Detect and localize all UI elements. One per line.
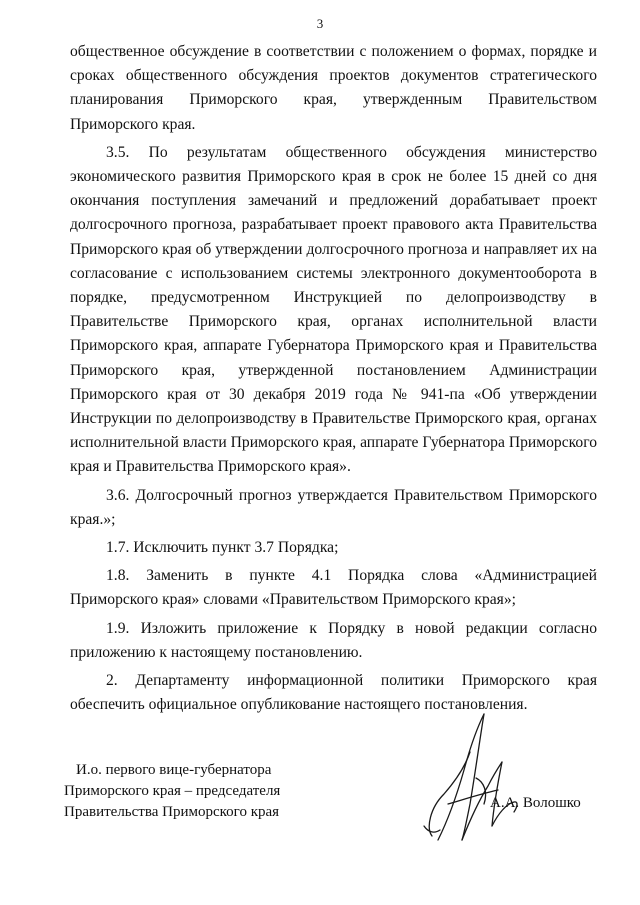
signatory-position-line: И.о. первого вице-губернатора — [76, 762, 272, 778]
paragraph-3-5: 3.5. По результатам общественного обсуждения министерство экономического развития Приморского края в срок не более 15 дней со дня окончания поступления замечаний и предложений дорабатывает проект долгосрочного прогноза, разрабатывает проект правового акта Правительства Приморского края об утверждении долгосрочного прогноза и направляет их на согласование с использованием системы электронного документооборота в порядке, предусмотренном Инструкцией по делопроизводству в Правительстве Приморского края, органах исполнительной власти Приморского края, аппарате Губернатора Приморского края и Правительства Приморского края, утвержденной постановлением Администрации Приморского края от 30 декабря 2019 года № 941-па «Об утверждении Инструкции по делопроизводству в Правительстве Приморского края, органах исполнительной власти Приморского края, аппарате Губернатора Приморского края и Правительства Приморского края». — [70, 143, 597, 476]
paragraph-continuation: общественное обсуждение в соответствии с положением о формах, порядке и сроках общественного обсуждения проектов документов стратегического планирования Приморского края, утвержденным Правительством Приморского края. — [70, 43, 597, 133]
signatory-position-line: Правительства Приморского края — [64, 804, 280, 820]
paragraph-1-8: 1.8. Заменить в пункте 4.1 Порядка слова «Администрацией Приморского края» словами «Правительством Приморского края»; — [70, 567, 597, 609]
signatory-position-line: Приморского края – председателя — [64, 783, 281, 799]
paragraph-3-6: 3.6. Долгосрочный прогноз утверждается Правительством Приморского края.»; — [70, 486, 597, 528]
document-body — [70, 40, 597, 717]
signatory-name: А.А. Волошко — [490, 795, 581, 811]
page-number: 3 — [316, 16, 324, 31]
paragraph-2: 2. Департаменту информационной политики Приморского края обеспечить официальное опубликование настоящего постановления. — [70, 672, 597, 714]
signatory-position — [64, 760, 280, 823]
paragraph-1-7: 1.7. Исключить пункт 3.7 Порядка; — [106, 539, 339, 557]
paragraph-1-9: 1.9. Изложить приложение к Порядку в новой редакции согласно приложению к настоящему постановлению. — [70, 619, 597, 661]
handwritten-signature — [418, 708, 528, 848]
